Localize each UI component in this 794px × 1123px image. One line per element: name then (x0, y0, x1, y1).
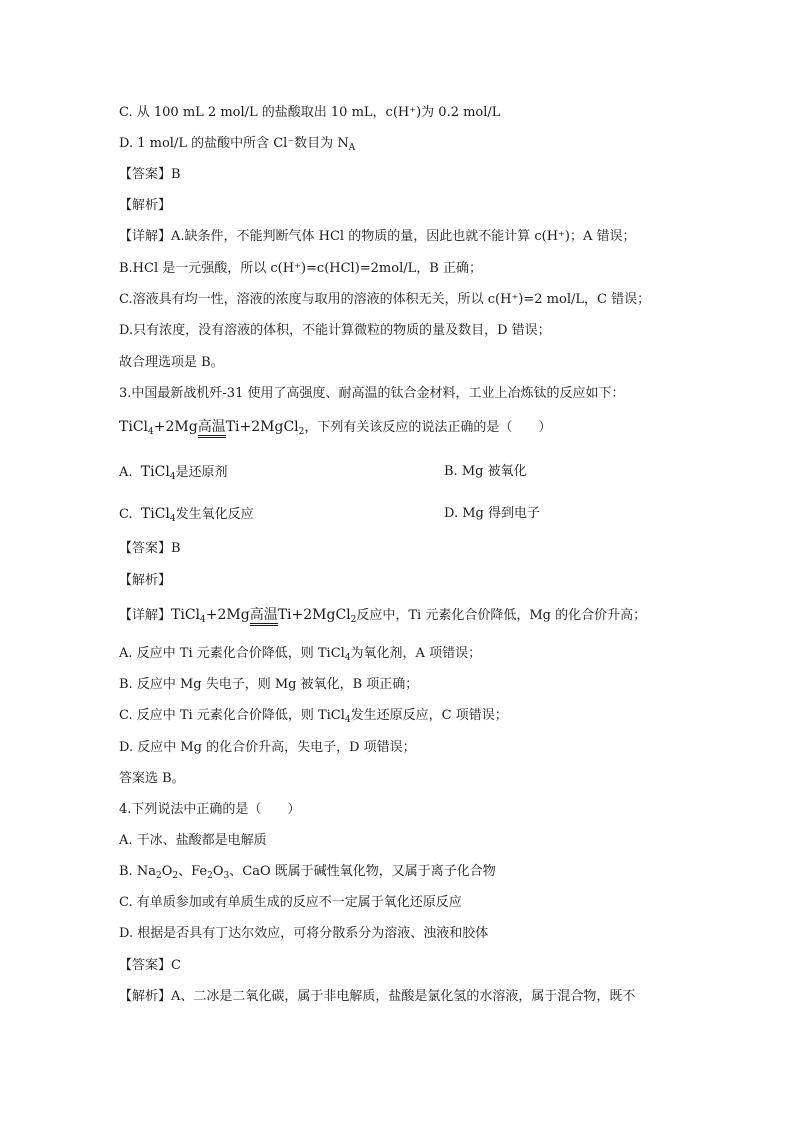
q3-detail-intro (119, 606, 646, 625)
q2-option-c: C. 从 100 mL 2 mol/L 的盐酸取出 10 mL，c(H⁺)为 0.2 mol/L (119, 105, 501, 120)
q2-conclusion: 故合理选项是 B。 (119, 355, 224, 370)
q4-b-1: B. Na (119, 864, 156, 879)
q3-equation (119, 418, 551, 437)
q3-explain-c-sub: 4 (344, 715, 351, 725)
q2-analysis-heading: 【解析】 (119, 198, 172, 213)
q3-explain-b: B. 反应中 Mg 失电子，则 Mg 被氧化，B 项正确； (119, 677, 419, 692)
q3-option-a-chem: TiCl (140, 464, 170, 480)
q4-b-2: O (161, 864, 173, 879)
q3-explain-c-tail: 发生还原反应，C 项错误； (350, 708, 508, 723)
q3-conclusion: 答案选 B。 (119, 771, 185, 786)
eq-reactant-ticl: TiCl (119, 419, 149, 435)
q4-option-b (119, 863, 496, 881)
q3-explain-a-text: A. 反应中 Ti 元素化合价降低，则 TiCl (119, 646, 345, 661)
q4-b-5: 、CaO 既属于碱性氧化物，又属于离子化合物 (229, 864, 496, 879)
q4-b-s3: 2 (207, 871, 213, 881)
q4-analysis: 【解析】A、二冰是二氧化碳，属于非电解质，盐酸是氯化氢的水溶液，属于混合物，既不 (119, 989, 636, 1004)
q3-detail-eq-sub4: 4 (200, 615, 206, 625)
q3-option-a-text: 是还原剂 (175, 465, 228, 480)
q4-option-c: C. 有单质参加或有单质生成的反应不一定属于氧化还原反应 (119, 895, 462, 910)
q3-explain-a-tail: 为氧化剂，A 项错误； (350, 646, 482, 661)
q3-detail-text: 反应中，Ti 元素化合价降低，Mg 的化合价升高； (356, 608, 647, 623)
eq-sub-4: 4 (148, 427, 154, 437)
q4-b-3: 、Fe (178, 864, 208, 879)
q4-b-s2: 2 (172, 871, 179, 881)
q2-option-d (119, 135, 355, 153)
q2-answer: 【答案】B (119, 167, 181, 182)
q3-detail-eq-product: Ti+2MgCl (277, 607, 351, 623)
q2-detail-a: 【详解】A.缺条件，不能判断气体 HCl 的物质的量，因此也就不能计算 c(H⁺)；A 错误； (119, 229, 636, 244)
q3-explain-a-sub: 4 (344, 653, 351, 663)
q3-explain-d: D. 反应中 Mg 的化合价升高，失电子，D 项错误； (119, 740, 416, 755)
q3-detail-eq-ticl: TiCl (171, 607, 201, 623)
q2-detail-b: B.HCl 是一元强酸，所以 c(H⁺)=c(HCl)=2mol/L，B 正确； (119, 261, 482, 276)
eq-condition-high-temp: 高温 (198, 419, 226, 438)
q2-detail-c: C.溶液具有均一性，溶液的浓度与取用的溶液的体积无关，所以 c(H⁺)=2 mol/L，C 错误； (119, 292, 651, 307)
q2-option-d-text: D. 1 mol/L 的盐酸中所含 Cl⁻数目为 N (119, 136, 349, 151)
q4-b-s1: 2 (155, 871, 162, 881)
q2-detail-d: D.只有浓度，没有溶液的体积，不能计算微粒的物质的量及数目，D 错误； (119, 323, 551, 338)
q3-option-c-sub: 4 (169, 514, 176, 524)
eq-tail-text: ，下列有关该反应的说法正确的是（ ） (304, 420, 552, 435)
q3-detail-eq-condition: 高温 (250, 607, 278, 626)
q3-option-a-sub: 4 (169, 472, 176, 482)
q3-option-d: D. Mg 得到电子 (444, 506, 540, 521)
q3-option-c-chem: TiCl (140, 506, 170, 522)
q3-explain-a (119, 645, 481, 663)
q3-option-c-label: C. (119, 507, 133, 522)
q4-stem: 4.下列说法中正确的是（ ） (119, 802, 301, 817)
q3-detail-label: 【详解】 (119, 608, 172, 623)
q3-explain-c-text: C. 反应中 Ti 元素化合价降低，则 TiCl (119, 708, 345, 723)
q3-detail-eq-mg: +2Mg (205, 607, 250, 623)
q3-detail-eq-sub2: 2 (350, 615, 357, 625)
q3-option-a-label: A. (119, 465, 133, 480)
q2-option-d-sub: A (348, 143, 356, 153)
q3-option-c (119, 505, 254, 524)
q4-b-4: O (212, 864, 224, 879)
q3-option-a (119, 463, 228, 482)
eq-reactant-mg: +2Mg (153, 419, 198, 435)
q4-option-a: A. 干冰、盐酸都是电解质 (119, 833, 267, 848)
q3-analysis-heading: 【解析】 (119, 573, 172, 588)
q4-answer: 【答案】C (119, 958, 181, 973)
q3-stem: 3.中国最新战机歼-31 使用了高强度、耐高温的钛合金材料，工业上冶炼钛的反应如下： (119, 386, 625, 401)
q3-explain-c (119, 707, 508, 725)
q4-option-d: D. 根据是否具有丁达尔效应，可将分散系分为溶液、浊液和胶体 (119, 926, 489, 941)
q4-b-s4: 3 (223, 871, 230, 881)
q3-answer: 【答案】B (119, 541, 181, 556)
q3-option-b: B. Mg 被氧化 (444, 464, 527, 479)
eq-product: Ti+2MgCl (225, 419, 299, 435)
eq-sub-2: 2 (298, 427, 305, 437)
q3-option-c-text: 发生氧化反应 (175, 507, 254, 522)
